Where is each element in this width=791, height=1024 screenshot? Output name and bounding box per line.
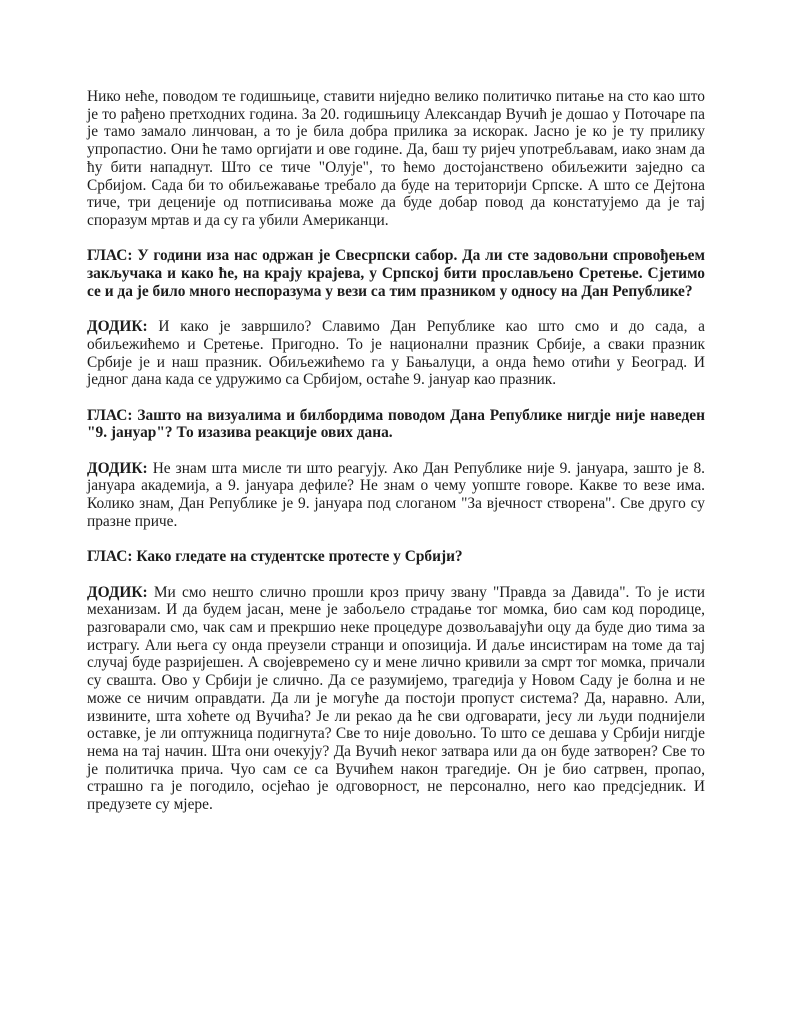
- speaker-label: ГЛАС:: [87, 247, 133, 265]
- answer-paragraph: [87, 460, 705, 531]
- paragraph-text: Ми смо нешто слично прошли кроз причу звану "Правда за Давида". То је исти механизам. И да будем јасан, мене је забољело страдање тог момка, био сам код породице, разговарали смо, чак сам и прекршио неке процедуре дозвољавајући оцу да буде дио тима за истрагу. Али њега су онда преузели странци и опозиција. И даље инсистирам на томе да тај случај буде разријешен. А својевремено су и мене лично кривили за смрт тог момка, причали су свашта. Ово у Србији је слично. Да се разумијемо, трагедија у Новом Саду је болна и не може се ничим оправдати. Да ли је могуће да постоји пропуст система? Да, наравно. Али, извините, шта хоћете од Вучића? Је ли рекао да ће сви одговарати, јесу ли људи поднијели оставке, је ли оптужница подигнута? Све то није довољно. То што се дешава у Србији нигдје нема на тај начин. Шта они очекују? Да Вучић неког затвара или да он буде затворен? Све то је политичка прича. Чуо сам се са Вучићем након трагедије. Он је био сатрвен, пропао, страшно га је погодило, осјећао је одговорност, не персонално, него као предсједник. И предузете су мјере.: [87, 583, 705, 814]
- answer-paragraph: [87, 318, 705, 389]
- paragraph-text: Нико неће, поводом те годишњице, ставити ниједно велико политичко питање на сто као што је то рађено претходних година. За 20. годишњицу Александар Вучић је дошао у Поточаре па је тамо замало линчован, а то је била добра прилика за искорак. Јасно је ко је ту прилику упропастио. Они ће тамо оргијати и ове године. Да, баш ту ријеч употребљавам, иако знам да ћу бити нападнут. Што се тиче "Олује", то ћемо достојанствено обиљежити заједно са Србијом. Сада би то обиљежавање требало да буде на територији Српске. А што се Дејтона тиче, три деценије од потписивања може да буде добар повод да констатујемо да је тај споразум мртав и да су га убили Американци.: [87, 88, 705, 229]
- paragraph-text: Како гледате на студентске протесте у Србији?: [136, 548, 463, 566]
- speaker-label: ГЛАС:: [87, 406, 133, 424]
- paragraph: [87, 88, 705, 230]
- question-paragraph: [87, 548, 705, 566]
- answer-paragraph: [87, 584, 705, 814]
- speaker-label: ГЛАС:: [87, 548, 133, 566]
- paragraph-text: Не знам шта мисле ти што реагују. Ако Дан Републике није 9. јануара, зашто је 8. јануара академија, а 9. јануара дефиле? Не знам о чему уопште говоре. Какве то везе има. Колико знам, Дан Републике је 9. јануара под слоганом "За вјечност створена". Све друго су празне приче.: [87, 459, 705, 530]
- question-paragraph: [87, 247, 705, 300]
- speaker-label: ДОДИК:: [87, 318, 148, 336]
- paragraph-text: Зашто на визуалима и билбордима поводом Дана Републике нигдје није наведен "9. јануар"? То изазива реакције ових дана.: [87, 406, 705, 442]
- paragraph-text: И како је завршило? Славимо Дан Републике као што смо и до сада, а обиљежићемо и Сретење. Пригодно. То је национални празник Србије, а сваки празник Србије је и наш празник. Обиљежићемо га у Бањалуци, а онда ћемо отићи у Београд. И једног дана када се удружимо са Србијом, остаће 9. јануар као празник.: [87, 318, 705, 389]
- paragraph-text: У години иза нас одржан је Свесрпски сабор. Да ли сте задовољни спровођењем закључака и како ће, на крају крајева, у Српској бити прослављено Сретење. Сјетимо се и да је било много неспоразума у вези са тим празником у односу на Дан Републике?: [87, 247, 705, 300]
- speaker-label: ДОДИК:: [87, 583, 148, 601]
- question-paragraph: [87, 407, 705, 442]
- document-text-block: [87, 88, 705, 831]
- speaker-label: ДОДИК:: [87, 459, 148, 477]
